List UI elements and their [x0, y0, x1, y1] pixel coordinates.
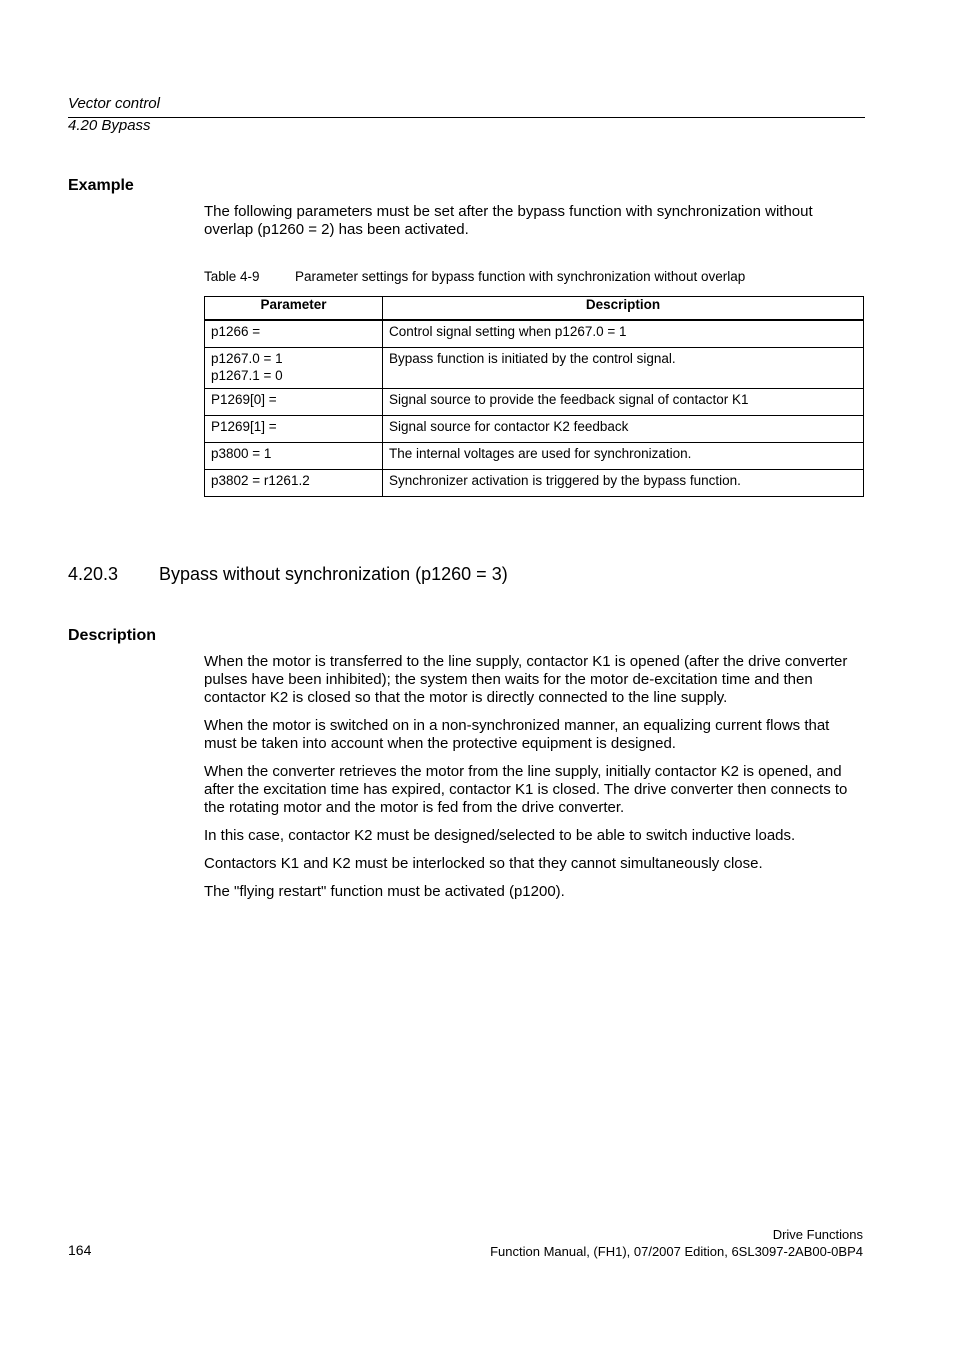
- table-row: [205, 443, 864, 470]
- table-row: [205, 389, 864, 416]
- table-row: [205, 348, 864, 389]
- header-rule: [68, 117, 865, 118]
- description-paragraph: Contactors K1 and K2 must be interlocked so that they cannot simultaneously close.: [204, 855, 763, 872]
- description-paragraph: The "flying restart" function must be activated (p1200).: [204, 883, 565, 900]
- description-cell: The internal voltages are used for synchronization.: [383, 443, 864, 470]
- footer-doc-info: Function Manual, (FH1), 07/2007 Edition, 6SL3097-2AB00-0BP4: [490, 1244, 863, 1259]
- table-number: Table 4-9: [204, 269, 260, 284]
- description-cell: Synchronizer activation is triggered by the bypass function.: [383, 470, 864, 497]
- header-chapter: Vector control: [68, 95, 160, 112]
- parameter-cell: P1269[1] =: [205, 416, 383, 443]
- column-header-description: Description: [383, 297, 864, 321]
- description-paragraph: In this case, contactor K2 must be designed/selected to be able to switch inductive loads.: [204, 827, 796, 844]
- parameter-cell: p3800 = 1: [205, 443, 383, 470]
- table-header-row: [205, 297, 864, 321]
- section-title: Bypass without synchronization (p1260 = 3): [159, 564, 508, 584]
- description-paragraph: When the motor is switched on in a non-synchronized manner, an equalizing current flows that must be taken into account when the protective equipment is designed.: [204, 717, 830, 752]
- description-cell: Signal source to provide the feedback signal of contactor K1: [383, 389, 864, 416]
- description-body: [204, 653, 864, 911]
- page-number: 164: [68, 1242, 92, 1258]
- description-cell: Bypass function is initiated by the control signal.: [383, 348, 864, 389]
- table-row: [205, 320, 864, 348]
- parameter-table: [204, 296, 864, 497]
- parameter-cell: p1267.0 = 1 p1267.1 = 0: [205, 348, 383, 389]
- table-caption-text: Parameter settings for bypass function with synchronization without overlap: [295, 269, 746, 284]
- table-row: [205, 416, 864, 443]
- example-intro: The following parameters must be set after the bypass function with synchronization without overlap (p1260 = 2) has been activated.: [204, 203, 813, 238]
- parameter-cell: p3802 = r1261.2: [205, 470, 383, 497]
- description-paragraph: When the motor is transferred to the line supply, contactor K1 is opened (after the drive converter pulses have been inhibited); the system then waits for the motor de-excitation time and then contactor K2 is closed so that the motor is directly connected to the line supply.: [204, 653, 848, 706]
- example-heading: Example: [68, 177, 134, 194]
- table-caption: [204, 269, 745, 284]
- description-cell: Control signal setting when p1267.0 = 1: [383, 320, 864, 348]
- column-header-parameter: Parameter: [205, 297, 383, 321]
- section-number: 4.20.3: [68, 564, 119, 584]
- section-heading: [68, 564, 508, 585]
- parameter-cell: P1269[0] =: [205, 389, 383, 416]
- parameter-cell: p1266 =: [205, 320, 383, 348]
- description-cell: Signal source for contactor K2 feedback: [383, 416, 864, 443]
- header-section: 4.20 Bypass: [68, 117, 151, 134]
- table-row: [205, 470, 864, 497]
- footer-doc-title: Drive Functions: [772, 1227, 863, 1242]
- description-heading: Description: [68, 627, 157, 644]
- description-paragraph: When the converter retrieves the motor from the line supply, initially contactor K2 is opened, and after the excitation time has expired, contactor K1 is closed. The drive converter then connects to the rotating motor and the motor is fed from the drive converter.: [204, 763, 848, 816]
